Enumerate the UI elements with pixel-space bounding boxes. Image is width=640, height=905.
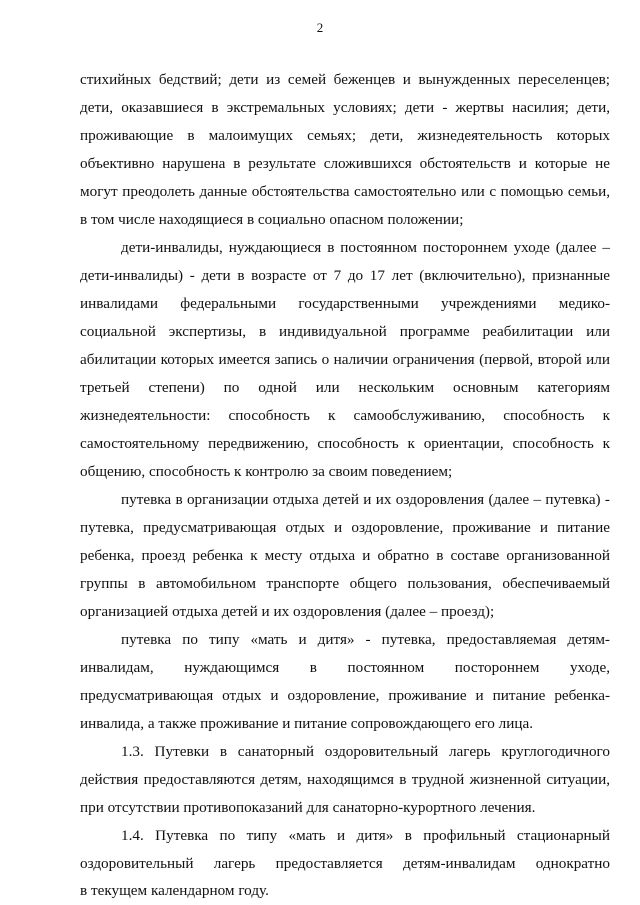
text-line: действия предоставляются детям, находящимся в трудной жизненной ситуации, <box>80 771 610 788</box>
text-line: социальной экспертизы, в индивидуальной программе реабилитации или <box>80 323 610 340</box>
text-line: дети-инвалиды) - дети в возрасте от 7 до 17 лет (включительно), признанные <box>80 267 610 284</box>
text-line: инвалидам, нуждающимся в постоянном постороннем уходе, <box>80 659 610 676</box>
page-number: 2 <box>316 20 324 35</box>
text-line: ребенка, проезд ребенка к месту отдыха и обратно в составе организованной <box>80 547 610 564</box>
text-line: жизнедеятельности: способность к самообслуживанию, способность к <box>80 407 610 424</box>
text-line: предусматривающая отдых и оздоровление, проживание и питание ребенка- <box>80 687 610 704</box>
text-line: организацией отдыха детей и их оздоровления (далее – проезд); <box>80 603 495 620</box>
text-line: стихийных бедствий; дети из семей беженцев и вынужденных переселенцев; <box>80 71 610 88</box>
text-line: дети-инвалиды, нуждающиеся в постоянном постороннем уходе (далее – <box>121 239 610 256</box>
text-line: абилитации которых имеется запись о наличии ограничения (первой, второй или <box>80 351 610 368</box>
text-line: путевка по типу «мать и дитя» - путевка, предоставляемая детям- <box>121 631 610 648</box>
text-line: самостоятельному передвижению, способность к ориентации, способность к <box>80 435 610 452</box>
text-line: объективно нарушена в результате сложившихся обстоятельств и которые не <box>80 155 610 172</box>
text-line: путевка, предусматривающая отдых и оздоровление, проживание и питание <box>80 519 610 536</box>
text-line: при отсутствии противопоказаний для санаторно-курортного лечения. <box>80 799 536 816</box>
text-line: проживающие в малоимущих семьях; дети, жизнедеятельность которых <box>80 127 610 144</box>
text-line: в текущем календарном году. <box>80 882 269 899</box>
text-line: могут преодолеть данные обстоятельства самостоятельно или с помощью семьи, <box>80 183 610 200</box>
text-line: инвалида, а также проживание и питание сопровождающего его лица. <box>80 715 534 732</box>
text-line: инвалидами федеральными государственными учреждениями медико- <box>80 295 610 312</box>
text-line: дети, оказавшиеся в экстремальных условиях; дети - жертвы насилия; дети, <box>80 99 610 116</box>
text-line: в том числе находящиеся в социально опасном положении; <box>80 211 464 228</box>
text-line: путевка в организации отдыха детей и их оздоровления (далее – путевка) - <box>121 491 610 508</box>
text-line: 1.4. Путевка по типу «мать и дитя» в профильный стационарный <box>121 827 610 844</box>
text-line: третьей степени) по одной или нескольким основным категориям <box>80 379 610 396</box>
text-line: 1.3. Путевки в санаторный оздоровительный лагерь круглогодичного <box>121 743 610 760</box>
text-line: оздоровительный лагерь предоставляется детям-инвалидам однократно <box>80 855 610 872</box>
text-line: общению, способность к контролю за своим поведением; <box>80 463 453 480</box>
text-line: группы в автомобильном транспорте общего пользования, обеспечиваемый <box>80 575 610 592</box>
